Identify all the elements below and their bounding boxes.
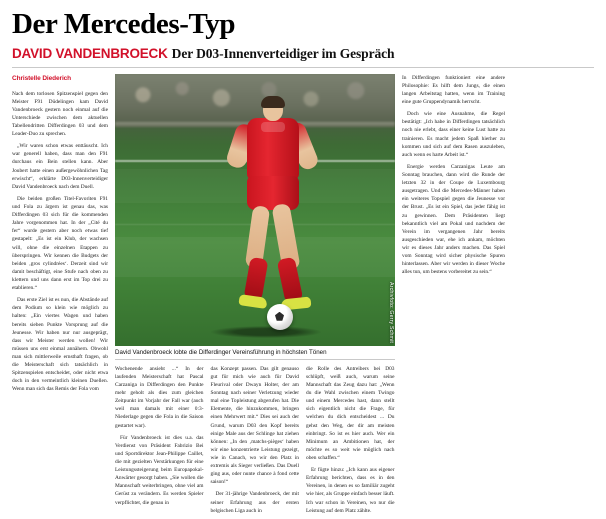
text-column-3 [211, 365, 300, 519]
paragraph: Doch wie eine Ausnahme, die Regel bestätigt: „Ich habe in Differdingen tatsächlich noch nie erlebt, dass einer keine Lust hatte zu trainieren. Es macht jedem Spaß hierher zu kommen und sich auf dem Rasen auszuleben, auch wenn es harte Arbeit ist.“ [402, 111, 505, 158]
paragraph: Energie werden Carzanigas Leute am Sonntag brauchen, dann wird die Runde der letzten 32 in der Coupe de Luxembourg ausgetragen. Und die Mercedes-Männer haben ein weiteres Topspiel gegen die Jeunesse vor der Brust. „Es ist ein Spiel, das jeder fähig ist zu gewinnen. Dem Präsidenten liegt bekanntlich viel am Pokal und nachdem der Verein im vergangenen Jahr bereits ausgeschieden war, ehe ich ankam, möchten wir es dieses Jahr anders machen. Das Spiel vom Sonntag wird sicher physische Spuren hinterlassen. Aber wir werden in dieser Woche alles tun, um bestens vorbereitet zu sein.“ [402, 163, 505, 276]
article-grid [12, 74, 594, 519]
player-sock-right [277, 256, 304, 303]
text-column-4 [306, 365, 395, 519]
photo-and-text-block [115, 74, 395, 519]
paragraph: Der 31-jährige Vandenbroeck, der mit seiner Erfahrung aus der ersten belgischen Liga auch in [210, 491, 299, 514]
paragraph: Das erste Ziel ist es nun, die Abstände auf dem Podium so klein wie möglich zu halten: „Ein viertes Wagen und haben bereits sieben Punkte Vorsprung auf die Jeunesse. Wir haben nur nur ausgeprägt, dass wir Meister werden wollen! Wir müssen uns erst einmal annähern. Obwohl man sich mittlerweile ernsthaft fragen, ob die Meisterschaft sich tatsächlich in Spitzenspielen entscheidet, oder nicht etwa doch in den vermeintlich kleinen Duellen. Wenn man sich das Remis der Fola vom [12, 297, 108, 393]
article-photo [115, 74, 395, 346]
article-subtitle: Der D03-Innenverteidiger im Gespräch [171, 46, 395, 61]
player-shorts [247, 176, 299, 210]
text-column-2 [115, 365, 204, 519]
lower-center-columns [115, 365, 395, 519]
paragraph: Nach dem torlosen Spitzenspiel gegen den Meister F91 Düdelingen kam David Vandenbroeck gestern noch einmal auf die Unterschiede zwischen dem aktuellen Tabellendritten Differdingen 03 und dem Leader-Duo zu sprechen. [12, 90, 108, 138]
paragraph: In Differdingen funktioniert eine andere Philosophie: Es hilft dem Jungs, die einen langen Arbeitstag hatten, wenn im Training eine gute Gruppendynamik herrscht. [402, 74, 505, 106]
byline: Christelle Diederich [12, 74, 72, 82]
paragraph: „Wir waren schon etwas enttäuscht. Ich war generell haben, dass man den F91 durchaus ein Bein stellen kann. Aber Joubert hatte einen außergewöhnlichen Tag erwischt“, erklärte D03-Innenverteidiger David Vandenbroeck nach dem Duell. [12, 143, 108, 190]
photo-player [225, 98, 335, 334]
paragraph: Wochenende ansieht ...“ In der laufenden Meisterschaft hat Pascal Carzaniga in Differdingen den Punkte mehr geholt als dies zum gleichen Zeitpunkt im Vorjahr der Fall war (auch weil man damals mit einer 0:3-Niederlage gegen die Fola in die Saison gestartet war). [115, 365, 204, 429]
paragraph: das Konzept passen. Das gilt genauso gut für mich wie auch für David Fleurival oder Dwayn Holter, der am Sonntag nach seiner Verletzung wieder mal eine Topleistung abgerufen hat. Die Elemente, die hinzukommen, bringen einen Mehrwert mit.“ Dies sei auch der Grund, warum D03 den Kopf bereits einige Male aus der Schlinge hat ziehen können: „In den ‚matchs-pièges‘ haben wir eine konzentrierte Leistung gezeigt, wie in Canach, wo wir den Platz in extremis als Sieger verließen. Das Duell ging aus, oder nunte chance à fond cette saison!“ [210, 365, 299, 486]
photo-credit: Archivfoto: Gerry Schmit [388, 281, 394, 343]
paragraph: Für Vandenbroeck ist dies u.a. das Verdienst von Präsident Fabrizio Bei und Sportdirektor Jean-Philippe Caillet, die mit gezielten Verstärkungen für eine Leistungssteigerung beim Europapokal-Anwärter gesorgt haben. „Sie wollen die Mannschaft weiterbringen, ohne viel am Gerüst zu verändern. Es werden Spieler verpflichtet, die genau in [115, 434, 204, 506]
player-hair [261, 96, 285, 108]
paragraph: Er fügte hinzu: „Ich kann aus eigener Erfahrung berichten, dass es in den Vereinen, in denen es so familiär zugeht wie hier, als Gruppe einfach besser läuft. Ich war schon in Vereinen, wo nur die Leistung auf dem Platz zählte. [306, 467, 395, 514]
page-title: Der Mercedes-Typ [12, 8, 236, 40]
paragraph: Die beiden großen Titel-Favoriten F91 und Fola zu ärgern ist genau das, was Differdingen 03 sich für die kommenden Jahre vorgenommen hat. In der „Cité du fer“ wurde gestern aber noch etwas tief gestapelt: „Es ist ein Klub, der wachsen will, ohne die einzelnen Etappen zu überspringen. Wir kennen die Budgets der beiden ‚gros cylindrées‘. Derzeit sind wir damit beschäftigt, eine Stufe nach oben zu klettern und uns dann erst im Top drei zu etablieren.“ [12, 195, 108, 292]
text-column-5 [402, 74, 505, 281]
article-subtitle-line [12, 46, 594, 63]
player-boot-left [238, 294, 267, 309]
player-shirt [247, 118, 299, 180]
header-divider [12, 67, 594, 68]
football-icon [267, 304, 293, 330]
photo-caption: David Vandenbroeck lobte die Differdinger Vereinsführung in höchsten Tönen [115, 349, 395, 360]
author-name: DAVID VANDENBROECK [12, 46, 168, 61]
paragraph: die Rolle des Antreibers bei D03 schlüpft, weiß auch, warum seine Mannschaft das Zeug dazu hat: „Wenn du die Wahl zwischen einem Twingo und einem Mercedes hast, dann stellt sich eigentlich nicht die Frage, für welchen du dich entscheidest ... Du gehst den Weg, der dir am meisten einbringt. So ist es hier auch. Wer ein Minimum an Ambitionen hat, der möchte es so weit wie möglich nach oben schaffen.“ [306, 365, 395, 461]
text-column-1 [12, 74, 108, 398]
